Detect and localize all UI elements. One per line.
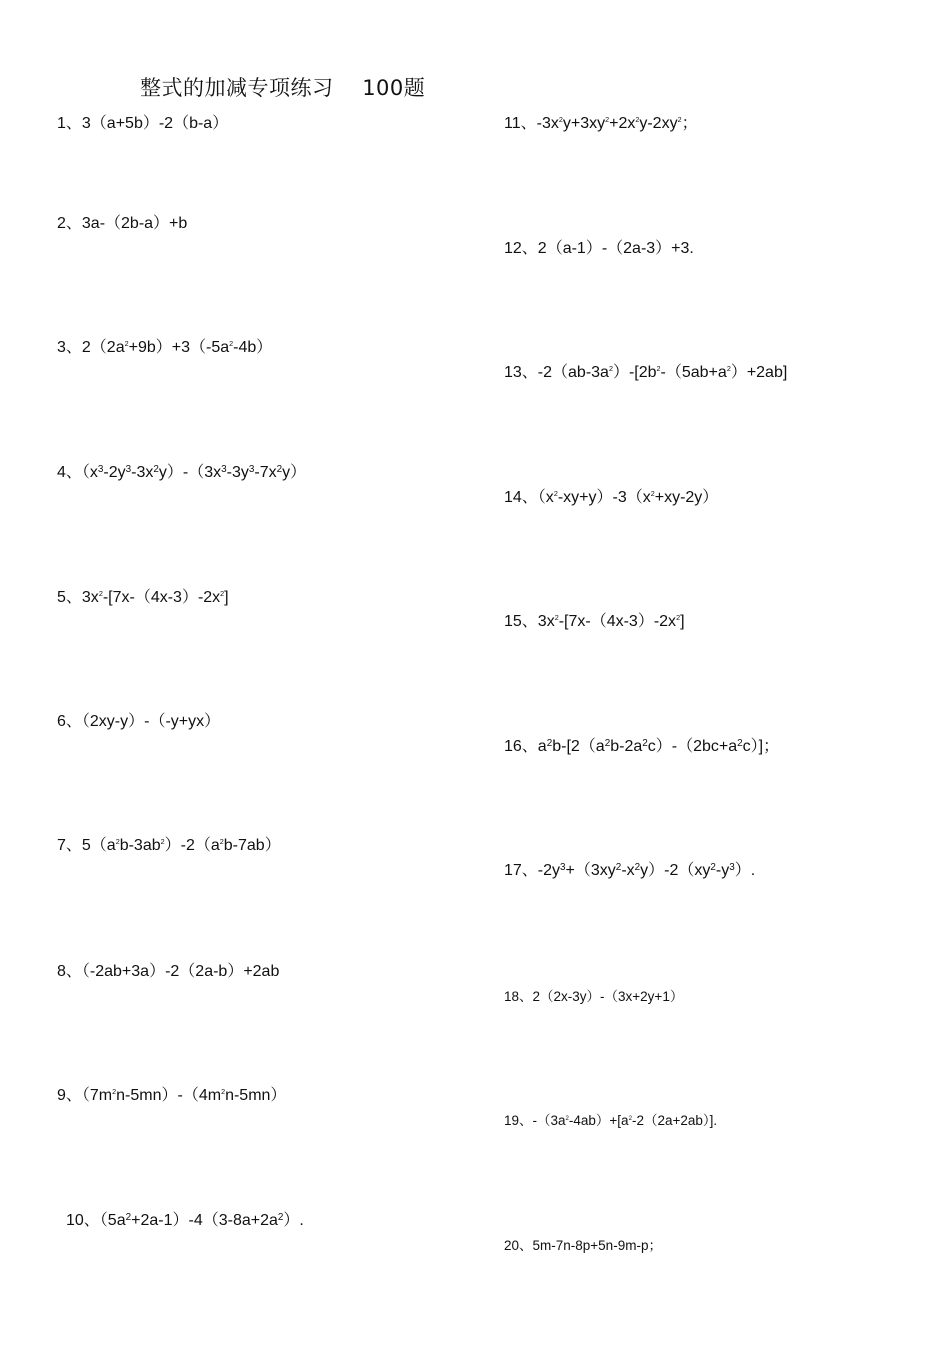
expression-text: -[7x-（4x-3）-2x: [558, 613, 677, 630]
exponent: 2: [160, 837, 165, 847]
exponent: 2: [553, 489, 558, 499]
exponent: 2: [112, 1087, 117, 1097]
exponent: 2: [276, 463, 283, 475]
expression-text: 10、（5a: [66, 1212, 126, 1229]
exponent: 2: [642, 737, 648, 749]
expression-text: ）-[2b: [612, 364, 657, 381]
problem-16: [504, 737, 779, 757]
exponent: 2: [726, 364, 731, 374]
expression-text: y）-（3x: [158, 464, 222, 481]
expression-text: y-2xy: [639, 115, 678, 132]
expression-text: n-5mn）: [225, 1087, 287, 1104]
exponent: 2: [219, 837, 224, 847]
expression-text: b-3ab: [119, 837, 161, 854]
expression-text: -3x: [131, 464, 154, 481]
expression-text: 5、3x: [57, 589, 99, 606]
expression-text: 19、-（3a: [504, 1113, 566, 1128]
exponent: 2: [220, 589, 225, 599]
exponent: 3: [221, 463, 227, 475]
expression-text: +9b）+3（-5a: [128, 339, 230, 356]
expression-text: 15、3x: [504, 613, 555, 630]
expression-text: b-[2（a: [552, 738, 605, 755]
exponent: 2: [634, 861, 641, 873]
expression-text: +2x: [609, 115, 636, 132]
expression-text: -2（2a+2ab）].: [631, 1113, 718, 1128]
exponent: 2: [737, 737, 743, 749]
expression-text: +xy-2y）: [654, 489, 719, 506]
problem-15: [504, 612, 685, 632]
expression-text: 8、（-2ab+3a）-2（2a-b）+2ab: [57, 963, 280, 980]
exponent: 2: [635, 115, 640, 125]
expression-text: 11、-3x: [504, 115, 559, 132]
problem-4: [57, 463, 306, 483]
exponent: 2: [677, 115, 682, 125]
expression-text: 16、a: [504, 738, 547, 755]
expression-text: -4ab）+[a: [568, 1113, 629, 1128]
exponent: 2: [608, 364, 613, 374]
expression-text: +2a-1）-4（3-8a+2a: [131, 1212, 278, 1229]
problem-5: [57, 588, 229, 608]
problem-3: [57, 338, 272, 358]
expression-text: y）: [282, 464, 307, 481]
problem-11: [504, 114, 698, 134]
exponent: 2: [605, 115, 610, 125]
expression-text: -（5ab+a: [660, 364, 727, 381]
problem-18: [504, 987, 683, 1007]
expression-text: -x: [621, 862, 635, 879]
expression-text: ]: [224, 589, 229, 606]
expression-text: 1、3（a+5b）-2（b-a）: [57, 115, 229, 132]
problem-2: [57, 214, 187, 234]
exponent: 2: [558, 115, 563, 125]
problem-8: [57, 962, 279, 982]
expression-text: n-5mn）-（4m: [116, 1087, 222, 1104]
exponent: 3: [97, 463, 104, 475]
exponent: 2: [98, 589, 103, 599]
exponent: 2: [277, 1211, 284, 1223]
problem-1: [57, 114, 228, 134]
exponent: 2: [153, 463, 159, 475]
expression-text: ）.: [734, 862, 756, 879]
expression-text: ）+2ab]: [730, 364, 788, 381]
exponent: 3: [729, 861, 735, 873]
exponent: 2: [546, 737, 553, 749]
exponent: 2: [554, 613, 559, 623]
expression-text: 18、2（2x-3y）-（3x+2y+1）: [504, 989, 684, 1004]
exponent: 2: [115, 837, 120, 847]
expression-text: 12、2（a-1）-（2a-3）+3.: [504, 240, 694, 257]
expression-text: 7、5（a: [57, 837, 116, 854]
problem-6: [57, 712, 220, 732]
expression-text: y+3xy: [562, 115, 606, 132]
expression-text: b-7ab）: [223, 837, 281, 854]
problem-12: [504, 239, 694, 259]
expression-text: -y: [715, 862, 730, 879]
expression-text: 9、（7m: [57, 1087, 113, 1104]
expression-text: ；: [681, 115, 698, 132]
exponent: 2: [125, 1211, 132, 1223]
expression-text: -xy+y）-3（x: [557, 489, 651, 506]
exponent: 2: [604, 737, 611, 749]
expression-text: ]: [680, 613, 685, 630]
exponent: 2: [650, 489, 655, 499]
expression-text: ）.: [283, 1212, 304, 1229]
expression-text: 13、-2（ab-3a: [504, 364, 609, 381]
expression-text: +（3xy: [565, 862, 616, 879]
worksheet-title: 整式的加减专项练习 100题: [140, 76, 426, 100]
problem-13: [504, 363, 787, 383]
expression-text: 6、（2xy-y）-（-y+yx）: [57, 713, 221, 730]
problem-20: [504, 1236, 662, 1256]
exponent: 3: [560, 861, 566, 873]
exponent: 2: [676, 613, 681, 623]
exponent: 2: [710, 861, 716, 873]
exponent: 2: [656, 364, 661, 374]
exponent: 2: [229, 339, 234, 349]
expression-text: c）]；: [742, 738, 780, 755]
expression-text: ）-2（a: [164, 837, 220, 854]
exponent: 2: [221, 1087, 226, 1097]
expression-text: b-2a: [610, 738, 643, 755]
expression-text: 14、（x: [504, 489, 554, 506]
expression-text: 17、-2y: [504, 862, 561, 879]
problem-9: [57, 1086, 286, 1106]
problem-14: [504, 488, 718, 508]
problem-10: [66, 1211, 304, 1231]
expression-text: c）-（2bc+a: [647, 738, 738, 755]
expression-text: -7x: [254, 464, 277, 481]
expression-text: 3、2（2a: [57, 339, 125, 356]
exponent: 3: [248, 463, 255, 475]
exponent: 3: [125, 463, 132, 475]
exponent: 2: [565, 1116, 569, 1123]
expression-text: 4、（x: [57, 464, 98, 481]
exponent: 2: [124, 339, 129, 349]
expression-text: -2y: [103, 464, 126, 481]
expression-text: 2、3a-（2b-a）+b: [57, 215, 188, 232]
exponent: 2: [615, 861, 622, 873]
problem-17: [504, 861, 755, 881]
expression-text: -4b）: [233, 339, 273, 356]
expression-text: -3y: [226, 464, 249, 481]
expression-text: y）-2（xy: [640, 862, 711, 879]
expression-text: -[7x-（4x-3）-2x: [102, 589, 221, 606]
expression-text: 20、5m-7n-8p+5n-9m-p；: [504, 1238, 662, 1253]
exponent: 2: [628, 1116, 632, 1123]
problem-19: [504, 1111, 717, 1131]
problem-7: [57, 836, 281, 856]
